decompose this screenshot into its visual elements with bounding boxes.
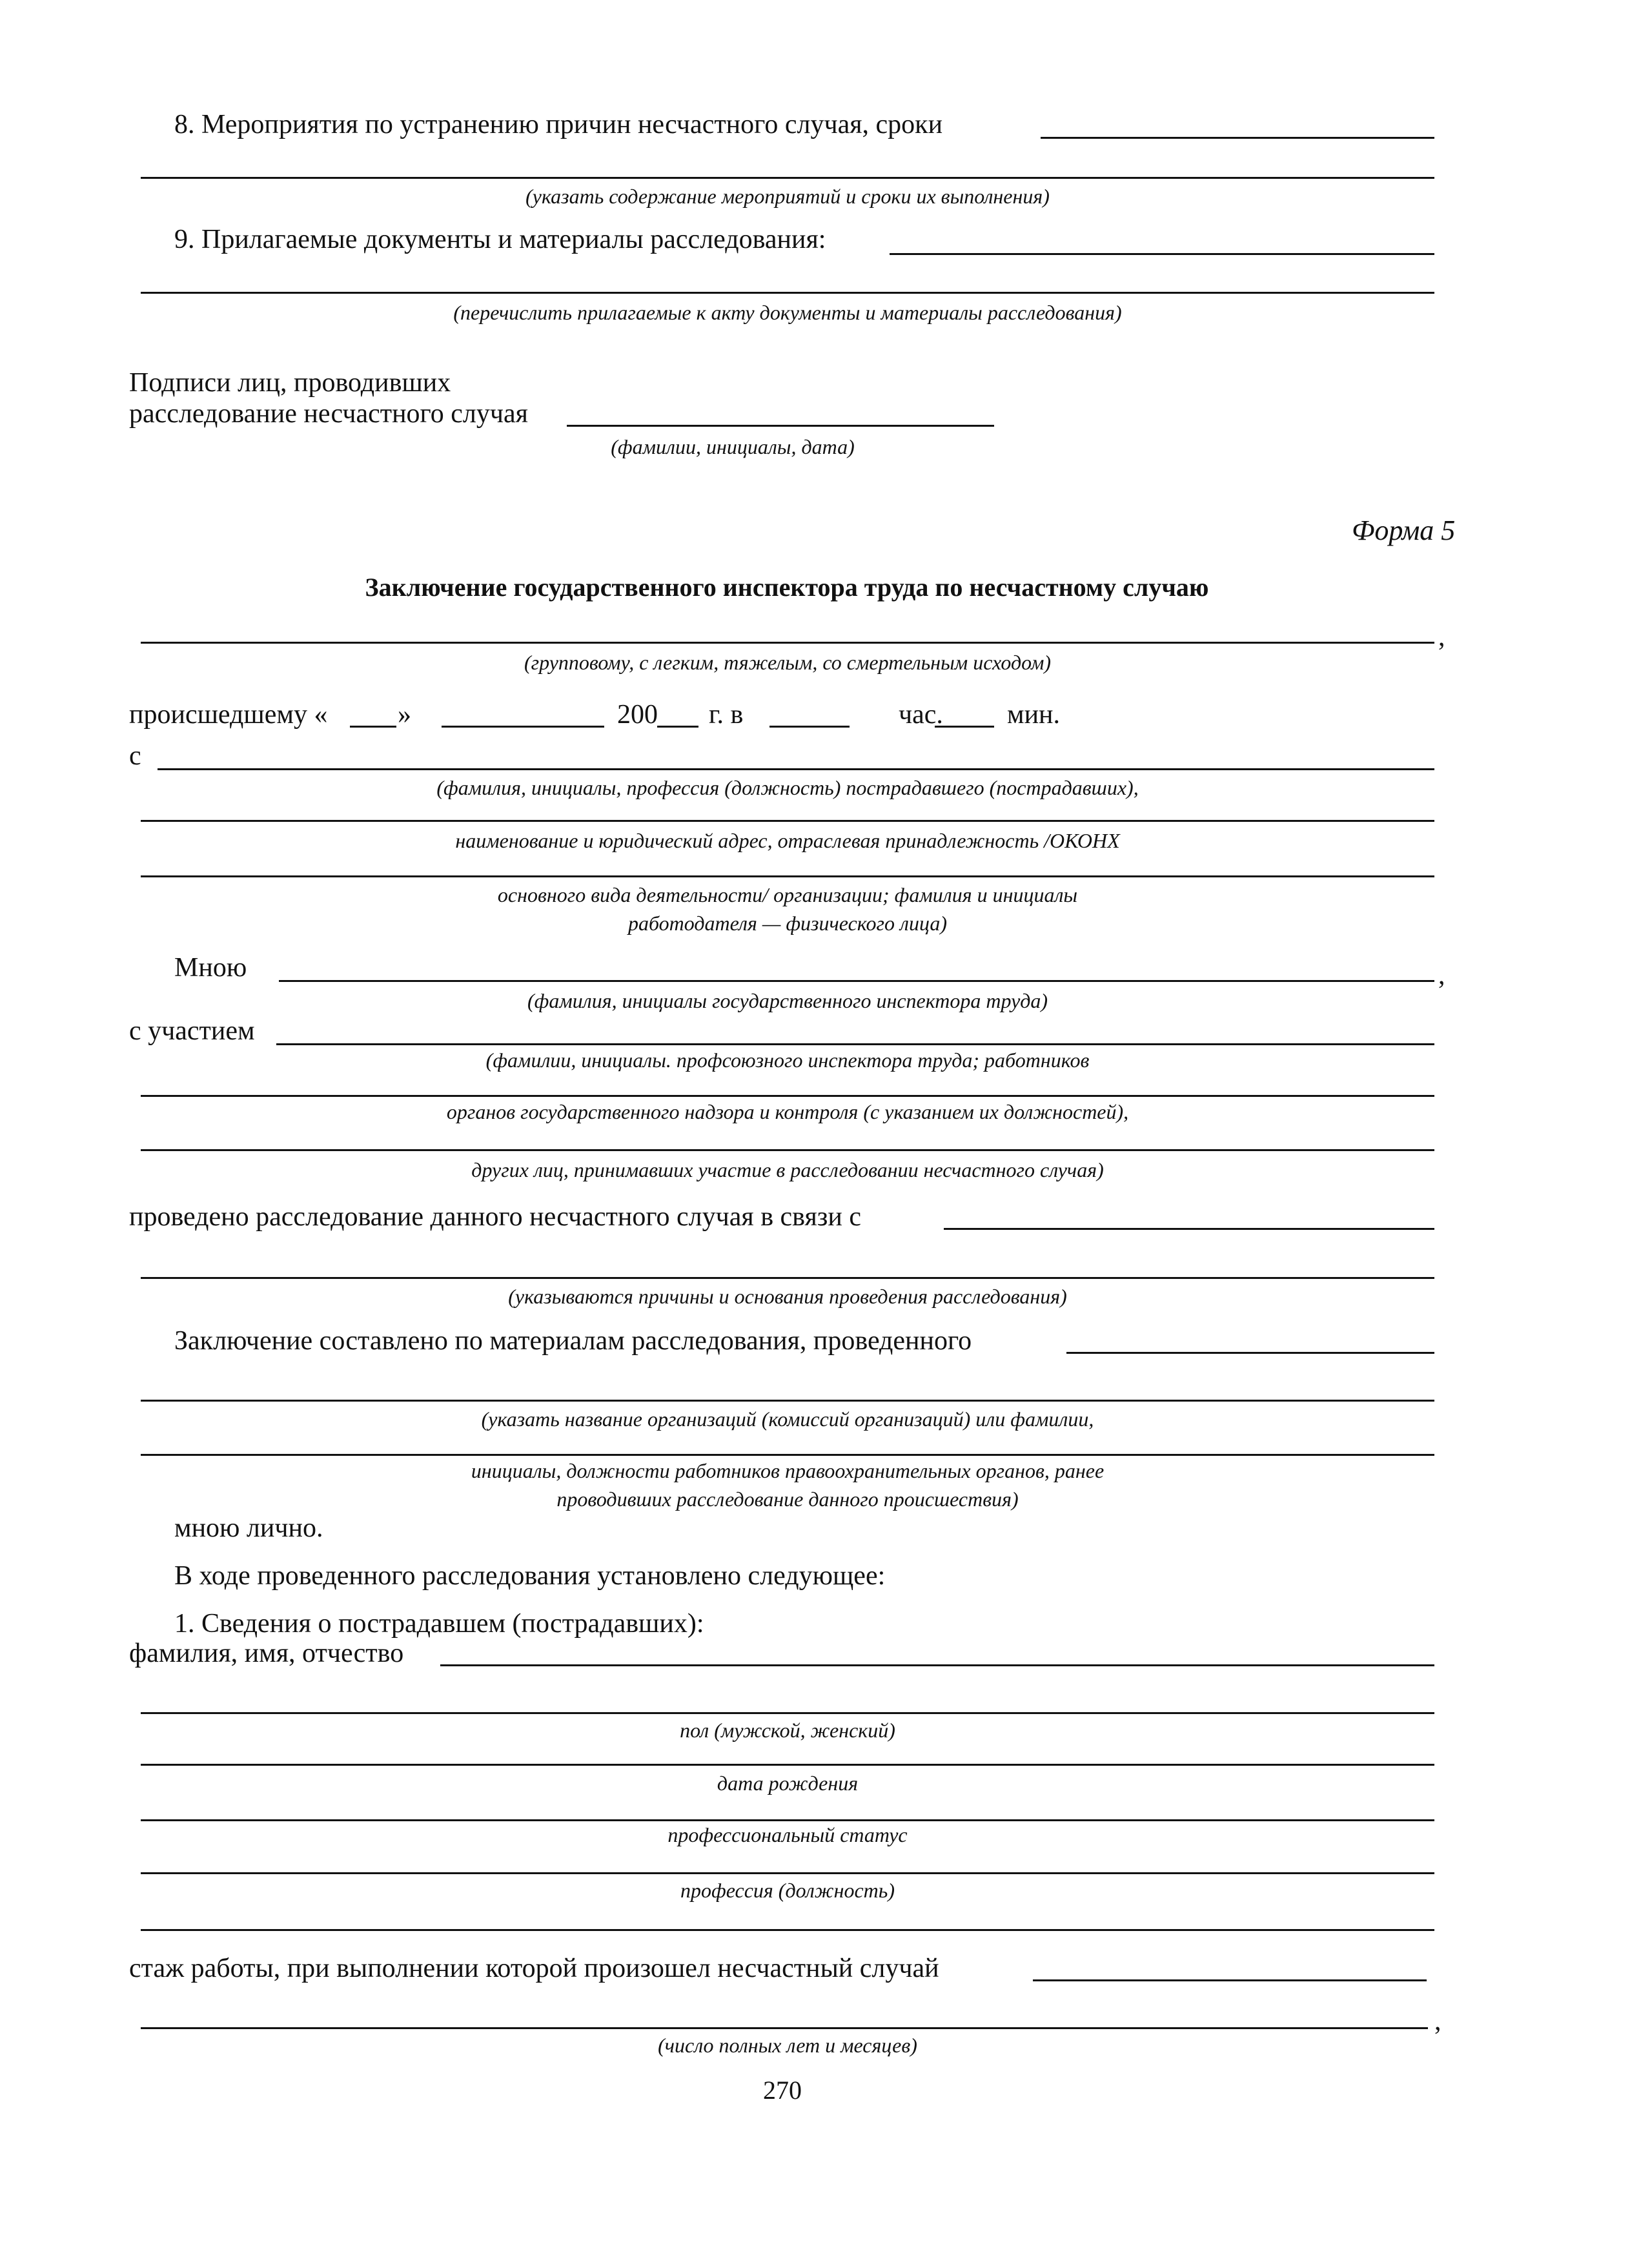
item8-label: 8. Мероприятия по устранению причин несчастного случая, сроки — [174, 110, 943, 139]
hour-field[interactable] — [769, 726, 850, 728]
item9-label: 9. Прилагаемые документы и материалы расследования: — [174, 225, 826, 254]
participation-note-2: органов государственного надзора и контроля (с указанием их должностей), — [446, 1100, 1129, 1123]
minute-field[interactable] — [935, 726, 994, 728]
year-prefix: 200 — [617, 700, 658, 730]
participation-note-1: (фамилии, инициалы. профсоюзного инспектора труда; работников — [485, 1048, 1090, 1072]
conclusion-note-2: инициалы, должности работников правоохранительных органов, ранее — [471, 1459, 1105, 1482]
conclusion-field-line-3[interactable] — [141, 1454, 1434, 1456]
conclusion-field-line-2[interactable] — [141, 1400, 1434, 1402]
org-field-line-1[interactable] — [141, 820, 1434, 822]
accident-type-line[interactable] — [141, 642, 1434, 644]
conclusion-field-line[interactable] — [1066, 1352, 1434, 1354]
with-label: с — [129, 741, 141, 771]
comma-2: , — [1438, 961, 1445, 990]
participation-field-line-2[interactable] — [141, 1095, 1434, 1097]
date-occurred-label: происшедшему « — [129, 700, 328, 730]
sex-field-line[interactable] — [141, 1712, 1434, 1714]
day-field[interactable] — [350, 726, 396, 728]
participation-label: с участием — [129, 1016, 255, 1046]
inspector-note: (фамилия, инициалы государственного инспектора труда) — [527, 989, 1048, 1012]
conclusion-note-3: проводивших расследование данного происшествия) — [556, 1487, 1019, 1511]
minute-label: мин. — [1007, 700, 1061, 730]
year-suffix: г. в — [709, 700, 744, 730]
birth-note: дата рождения — [717, 1772, 859, 1795]
inspector-field-line[interactable] — [279, 980, 1434, 982]
comma-3: , — [1434, 2007, 1441, 2036]
reasons-field-line-2[interactable] — [141, 1277, 1434, 1279]
org-field-line-2[interactable] — [141, 875, 1434, 877]
participation-field-line-3[interactable] — [141, 1149, 1434, 1151]
hour-label: час. — [899, 700, 943, 730]
status-note: профессиональный статус — [667, 1823, 908, 1846]
date-close-quote: » — [398, 700, 411, 730]
by-me-label: Мною — [174, 953, 247, 983]
participation-note-3: других лиц, принимавших участие в расследовании несчастного случая) — [471, 1158, 1104, 1181]
form5-label: Форма 5 — [1352, 515, 1456, 546]
item8-field-line-2[interactable] — [141, 177, 1434, 179]
status-field-line[interactable] — [141, 1819, 1434, 1821]
signatures-field-line[interactable] — [567, 425, 994, 427]
victim-info-heading: 1. Сведения о пострадавшем (пострадавших): — [174, 1609, 704, 1639]
profession-field-line-2[interactable] — [141, 1929, 1434, 1931]
birth-field-line[interactable] — [141, 1764, 1434, 1766]
org-note-1: наименование и юридический адрес, отраслевая принадлежность /ОКОНХ — [455, 829, 1120, 852]
experience-field-line-2[interactable] — [141, 2027, 1428, 2029]
signatures-note: (фамилии, инициалы, дата) — [611, 435, 855, 458]
sex-note: пол (мужской, женский) — [680, 1719, 895, 1742]
conclusion-label: Заключение составлено по материалам расследования, проведенного — [174, 1326, 972, 1356]
conclusion-note-1: (указать название организаций (комиссий организаций) или фамилии, — [481, 1407, 1094, 1431]
participation-field-line[interactable] — [276, 1043, 1434, 1045]
experience-field[interactable] — [1033, 1979, 1427, 1981]
item9-note: (перечислить прилагаемые к акту документы и материалы расследования) — [453, 301, 1122, 324]
reasons-field-line[interactable] — [944, 1228, 1434, 1230]
victim-note: (фамилия, инициалы, профессия (должность) пострадавшего (пострадавших), — [436, 776, 1139, 799]
item8-field-line[interactable] — [1041, 137, 1434, 139]
year-field[interactable] — [657, 726, 698, 728]
full-name-label: фамилия, имя, отчество — [129, 1639, 404, 1668]
experience-note: (число полных лет и месяцев) — [658, 2034, 917, 2057]
profession-field-line[interactable] — [141, 1872, 1434, 1874]
profession-note: профессия (должность) — [680, 1879, 895, 1902]
item9-field-line-2[interactable] — [141, 292, 1434, 294]
accident-type-note: (групповому, с легким, тяжелым, со смертельным исходом) — [524, 651, 1052, 674]
signatures-line1: Подписи лиц, проводивших — [129, 368, 451, 398]
reasons-note: (указываются причины и основания проведения расследования) — [508, 1285, 1067, 1308]
established-text: В ходе проведенного расследования установлено следующее: — [174, 1561, 886, 1591]
victim-field-line[interactable] — [158, 768, 1434, 770]
org-note-3: работодателя — физического лица) — [627, 912, 948, 935]
item9-field-line[interactable] — [890, 253, 1434, 255]
experience-label: стаж работы, при выполнении которой произошел несчастный случай — [129, 1954, 939, 1983]
item8-note: (указать содержание мероприятий и сроки их выполнения) — [525, 185, 1050, 208]
month-field[interactable] — [442, 726, 604, 728]
personally-text: мною лично. — [174, 1513, 323, 1543]
full-name-field[interactable] — [440, 1664, 1434, 1666]
investigated-label: проведено расследование данного несчастного случая в связи с — [129, 1202, 861, 1232]
signatures-line2: расследование несчастного случая — [129, 399, 528, 429]
page-number: 270 — [763, 2076, 802, 2105]
org-note-2: основного вида деятельности/ организации; фамилия и инициалы — [497, 883, 1078, 906]
form5-title: Заключение государственного инспектора труда по несчастному случаю — [365, 573, 1209, 602]
comma: , — [1438, 622, 1445, 652]
